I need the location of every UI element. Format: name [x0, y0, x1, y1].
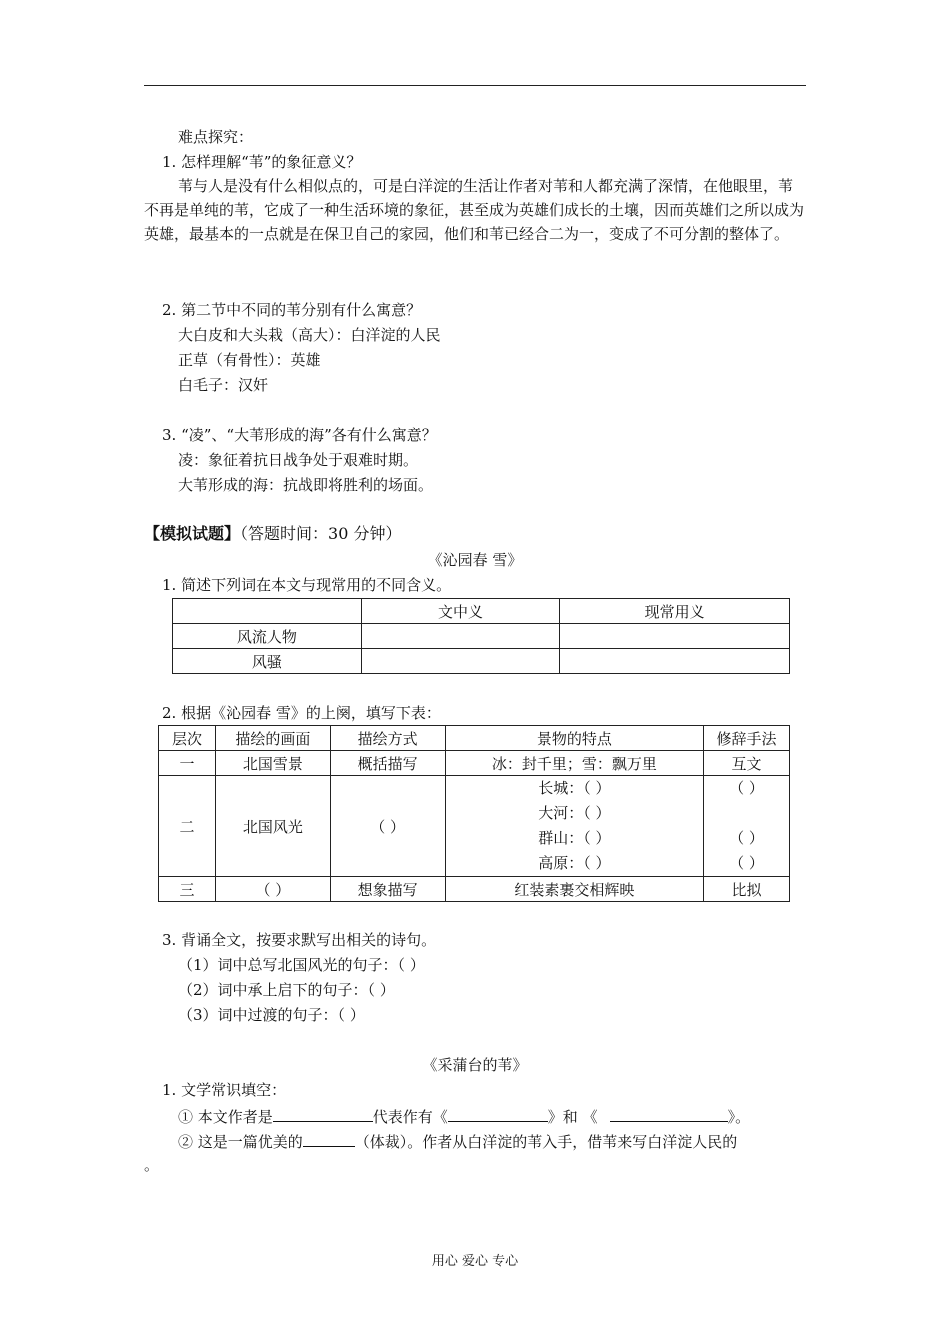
- table-header-cell: 修辞手法: [704, 726, 790, 751]
- page-footer: 用心 爱心 专心: [431, 1254, 519, 1269]
- answer-3-line-1: 凌：象征着抗日战争处于艰难时期。: [178, 451, 419, 469]
- table-cell: （ ）: [330, 776, 445, 877]
- answer-1-paragraph: 苇与人是没有什么相似点的，可是白洋淀的生活让作者对苇和人都充满了深情，在他眼里，苇不再是单纯的苇，它成了一种生活环境的象征，甚至成为英雄们成长的土壤，因而英雄们之所以成为英雄，最基本的一点就是在保卫自己的家园，他们和苇已经合二为一，变成了不可分割的整体了。: [144, 177, 805, 243]
- table-cell: 二: [159, 776, 216, 877]
- table-cell: 红装素裹交相辉映: [445, 877, 704, 902]
- table-header-cell: [173, 599, 362, 624]
- poem1-question-1: 1. 简述下列词在本文与现常用的不同含义。: [162, 576, 452, 594]
- table-cell: 比拟: [704, 877, 790, 902]
- table-cell: [704, 776, 790, 877]
- section-heading: 难点探究：: [178, 128, 254, 146]
- feature-list: [446, 776, 704, 876]
- header-rule: [144, 85, 806, 86]
- question-1: 1. 怎样理解“苇”的象征意义？: [162, 153, 362, 171]
- table-cell: 三: [159, 877, 216, 902]
- table-cell: 一: [159, 751, 216, 776]
- list-item: 大河：（ ）: [538, 804, 611, 822]
- table-row: [173, 649, 790, 674]
- poem1-title: 《沁园春 雪》: [427, 551, 523, 569]
- table-header-cell: 文中义: [361, 599, 560, 624]
- work-blank-2[interactable]: [610, 1105, 728, 1122]
- answer-2-line-2: 正草（有骨性）：英雄: [178, 351, 321, 369]
- fill-blank-line-2: [178, 1130, 737, 1152]
- answer-2-line-3: 白毛子：汉奸: [178, 376, 269, 394]
- meaning-table: [172, 598, 790, 674]
- scenery-table: [158, 725, 790, 902]
- poem1-question-2: 2. 根据《沁园春 雪》的上阕，填写下表：: [162, 704, 441, 722]
- table-row: [159, 877, 790, 902]
- list-item: （ ）: [729, 779, 764, 797]
- table-cell: （ ）: [215, 877, 330, 902]
- table-cell: 风骚: [173, 649, 362, 674]
- author-blank[interactable]: [273, 1105, 373, 1122]
- exam-title-time: （答题时间：30 分钟）: [240, 524, 402, 543]
- table-cell: 互文: [704, 751, 790, 776]
- exam-title-bold: 【模拟试题】: [144, 524, 241, 543]
- table-header-cell: 描绘方式: [330, 726, 445, 751]
- rhetoric-list: [704, 776, 789, 876]
- list-item: 高原：（ ）: [538, 854, 611, 872]
- question-2: 2. 第二节中不同的苇分别有什么寓意？: [162, 301, 422, 319]
- table-row: [173, 624, 790, 649]
- fill-text: （体裁）。作者从白洋淀的苇入手，借苇来写白洋淀人民的: [354, 1133, 738, 1151]
- fill-text: ② 这是一篇优美的: [178, 1133, 303, 1151]
- fill-blank-line-1: [178, 1105, 750, 1127]
- table-cell: 北国风光: [215, 776, 330, 877]
- answer-2-line-1: 大白皮和大头栽（高大）：白洋淀的人民: [178, 326, 441, 344]
- list-item: 群山：（ ）: [538, 829, 611, 847]
- genre-blank[interactable]: [303, 1130, 355, 1147]
- list-item: 长城：（ ）: [538, 779, 611, 797]
- question-3: 3. “凌”、“大苇形成的海”各有什么寓意？: [162, 426, 437, 444]
- list-item: （ ）: [729, 829, 764, 847]
- table-cell: [560, 649, 790, 674]
- table-cell: [361, 649, 560, 674]
- table-row: [159, 776, 790, 877]
- table-header-cell: 现常用义: [560, 599, 790, 624]
- table-cell: 冰：封千里；雪：飘万里: [445, 751, 704, 776]
- recite-item-1: （1）词中总写北国风光的句子：（ ）: [178, 956, 425, 974]
- table-cell: 概括描写: [330, 751, 445, 776]
- recite-item-2: （2）词中承上启下的句子：（ ）: [178, 981, 395, 999]
- poem2-title: 《采蒲台的苇》: [422, 1056, 528, 1074]
- list-item: （ ）: [729, 854, 764, 872]
- scenery-table-header: [159, 726, 790, 751]
- fill-text: ① 本文作者是: [178, 1108, 273, 1126]
- table-cell: 风流人物: [173, 624, 362, 649]
- answer-3-line-2: 大苇形成的海：抗战即将胜利的场面。: [178, 476, 434, 494]
- list-item: [704, 801, 789, 826]
- table-cell: [445, 776, 704, 877]
- table-row: [159, 751, 790, 776]
- meaning-table-header: [173, 599, 790, 624]
- table-cell: 想象描写: [330, 877, 445, 902]
- poem2-question-1: 1. 文学常识填空：: [162, 1081, 287, 1099]
- work-blank-1[interactable]: [448, 1105, 548, 1122]
- recite-item-3: （3）词中过渡的句子：（ ）: [178, 1006, 365, 1024]
- table-cell: 北国雪景: [215, 751, 330, 776]
- fill-text: 代表作有《: [372, 1108, 448, 1126]
- fill-text: 》和 《: [547, 1108, 598, 1126]
- table-header-cell: 层次: [159, 726, 216, 751]
- table-cell: [560, 624, 790, 649]
- fill-blank-line-2-end: 。: [144, 1156, 160, 1174]
- exam-title: [144, 524, 401, 544]
- table-cell: [361, 624, 560, 649]
- table-header-cell: 描绘的画面: [215, 726, 330, 751]
- poem1-question-3: 3. 背诵全文，按要求默写出相关的诗句。: [162, 931, 437, 949]
- fill-text: 》。: [727, 1108, 751, 1126]
- table-header-cell: 景物的特点: [445, 726, 704, 751]
